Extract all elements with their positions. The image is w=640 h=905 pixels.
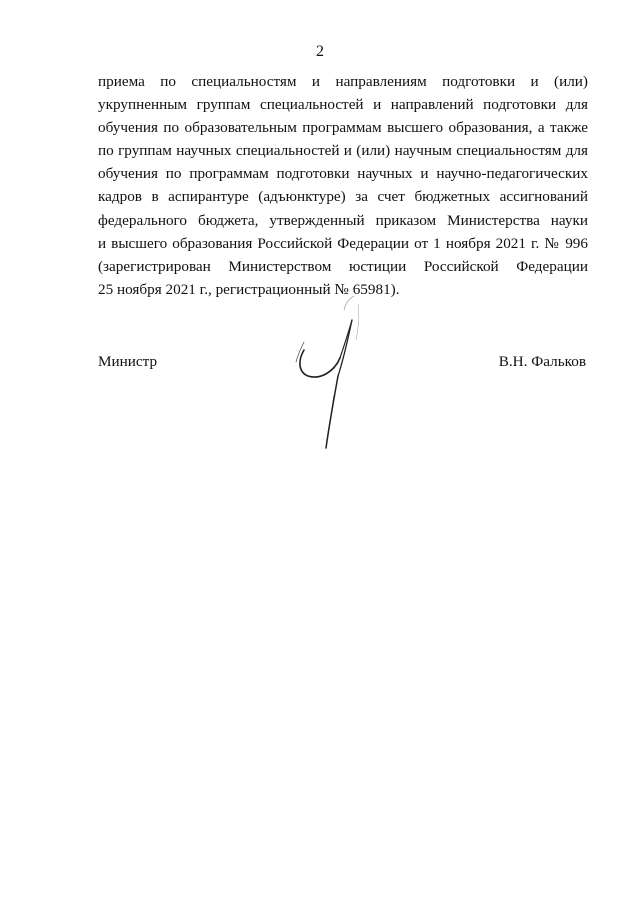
handwritten-signature	[268, 280, 408, 460]
text-line: и высшего образования Российской Федерации от 1 ноября 2021 г. № 996	[98, 234, 588, 252]
text-line: приема по специальностям и направлениям подготовки и (или)	[98, 73, 588, 90]
text-line: обучения по программам подготовки научных и научно-педагогических	[98, 165, 588, 183]
text-line: укрупненным группам специальностей и направлений подготовки для	[98, 96, 588, 114]
text-line: федерального бюджета, утвержденный приказом Министерства науки	[98, 211, 588, 229]
text-line: (зарегистрирован Министерством юстиции Российской Федерации	[98, 257, 588, 275]
text-line: обучения по образовательным программам высшего образования, а также	[98, 119, 588, 137]
signatory-title: Министр	[98, 353, 158, 370]
text-line: 25 ноября 2021 г., регистрационный № 65981).	[98, 280, 400, 298]
signatory-name: В.Н. Фальков	[498, 353, 586, 370]
page-number: 2	[316, 43, 324, 60]
text-line: по группам научных специальностей и (или) научным специальностям для	[98, 142, 588, 160]
body-text	[98, 70, 588, 301]
text-line: кадров в аспирантуре (адъюнктуре) за счет бюджетных ассигнований	[98, 188, 588, 206]
